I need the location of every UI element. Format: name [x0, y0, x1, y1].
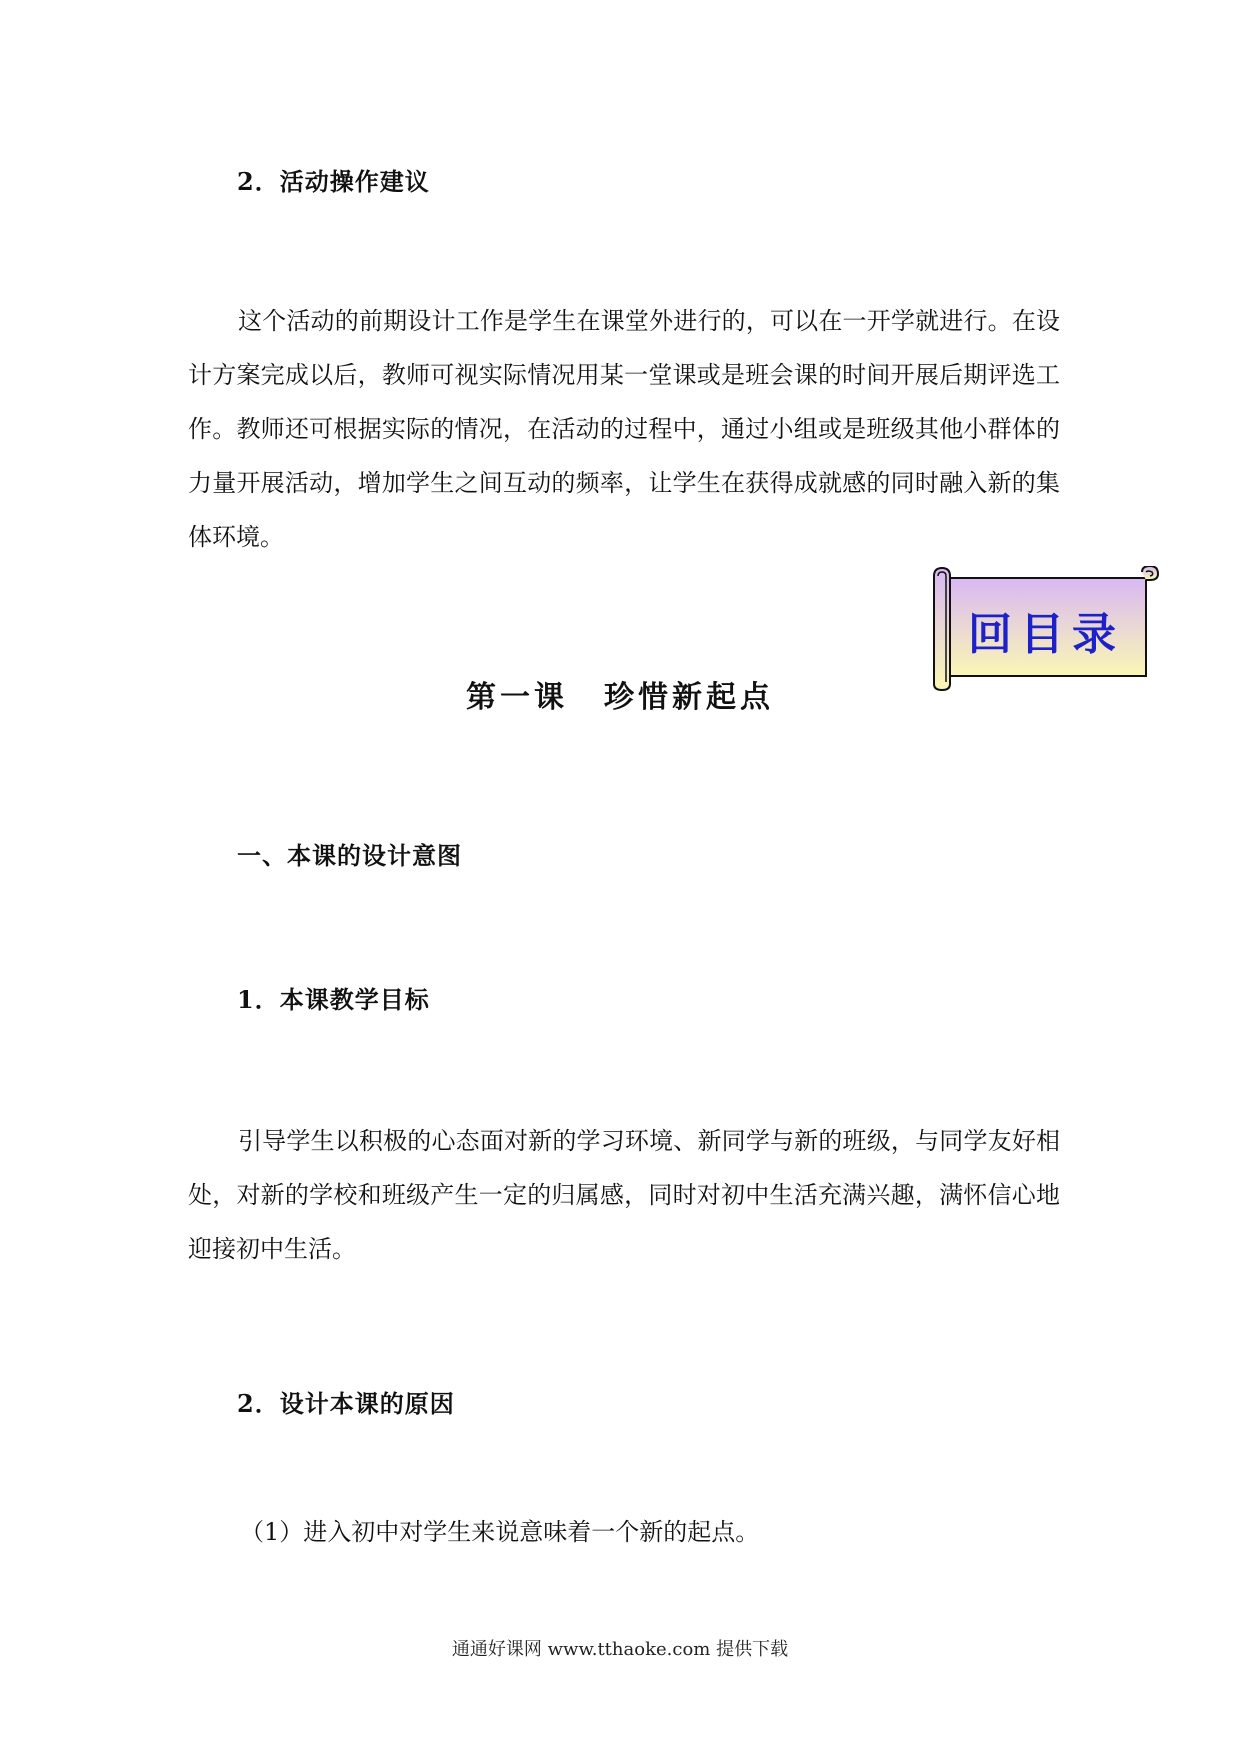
back-to-toc-label: 回目录 [968, 609, 1124, 660]
lesson-number: 第一课 [466, 680, 568, 715]
goal-paragraph: 引导学生以积极的心态面对新的学习环境、新同学与新的班级，与同学友好相处，对新的学校和班级产生一定的归属感，同时对初中生活充满兴趣，满怀信心地迎接初中生活。 [188, 1127, 1060, 1263]
page-footer: 通通好课网 www.tthaoke.com 提供下载 [451, 1639, 789, 1660]
lesson-name: 珍惜新起点 [604, 680, 774, 715]
lesson-title [0, 672, 1240, 716]
part-one-heading: 一、本课的设计意图 [237, 841, 462, 870]
reason-item-1: （1）进入初中对学生来说意味着一个新的起点。 [240, 1518, 760, 1546]
section-2-paragraph: 这个活动的前期设计工作是学生在课堂外进行的，可以在一开学就进行。在设计方案完成以后，教师可视实际情况用某一堂课或是班会课的时间开展后期评选工作。教师还可根据实际的情况，在活动的过程中，通过小组或是班级其他小群体的力量开展活动，增加学生之间互动的频率，让学生在获得成就感的同时融入新的集体环境。 [188, 307, 1060, 551]
section-2-heading: 2．活动操作建议 [237, 167, 430, 196]
goal-heading: 1．本课教学目标 [237, 985, 430, 1014]
reason-heading: 2．设计本课的原因 [237, 1389, 455, 1418]
